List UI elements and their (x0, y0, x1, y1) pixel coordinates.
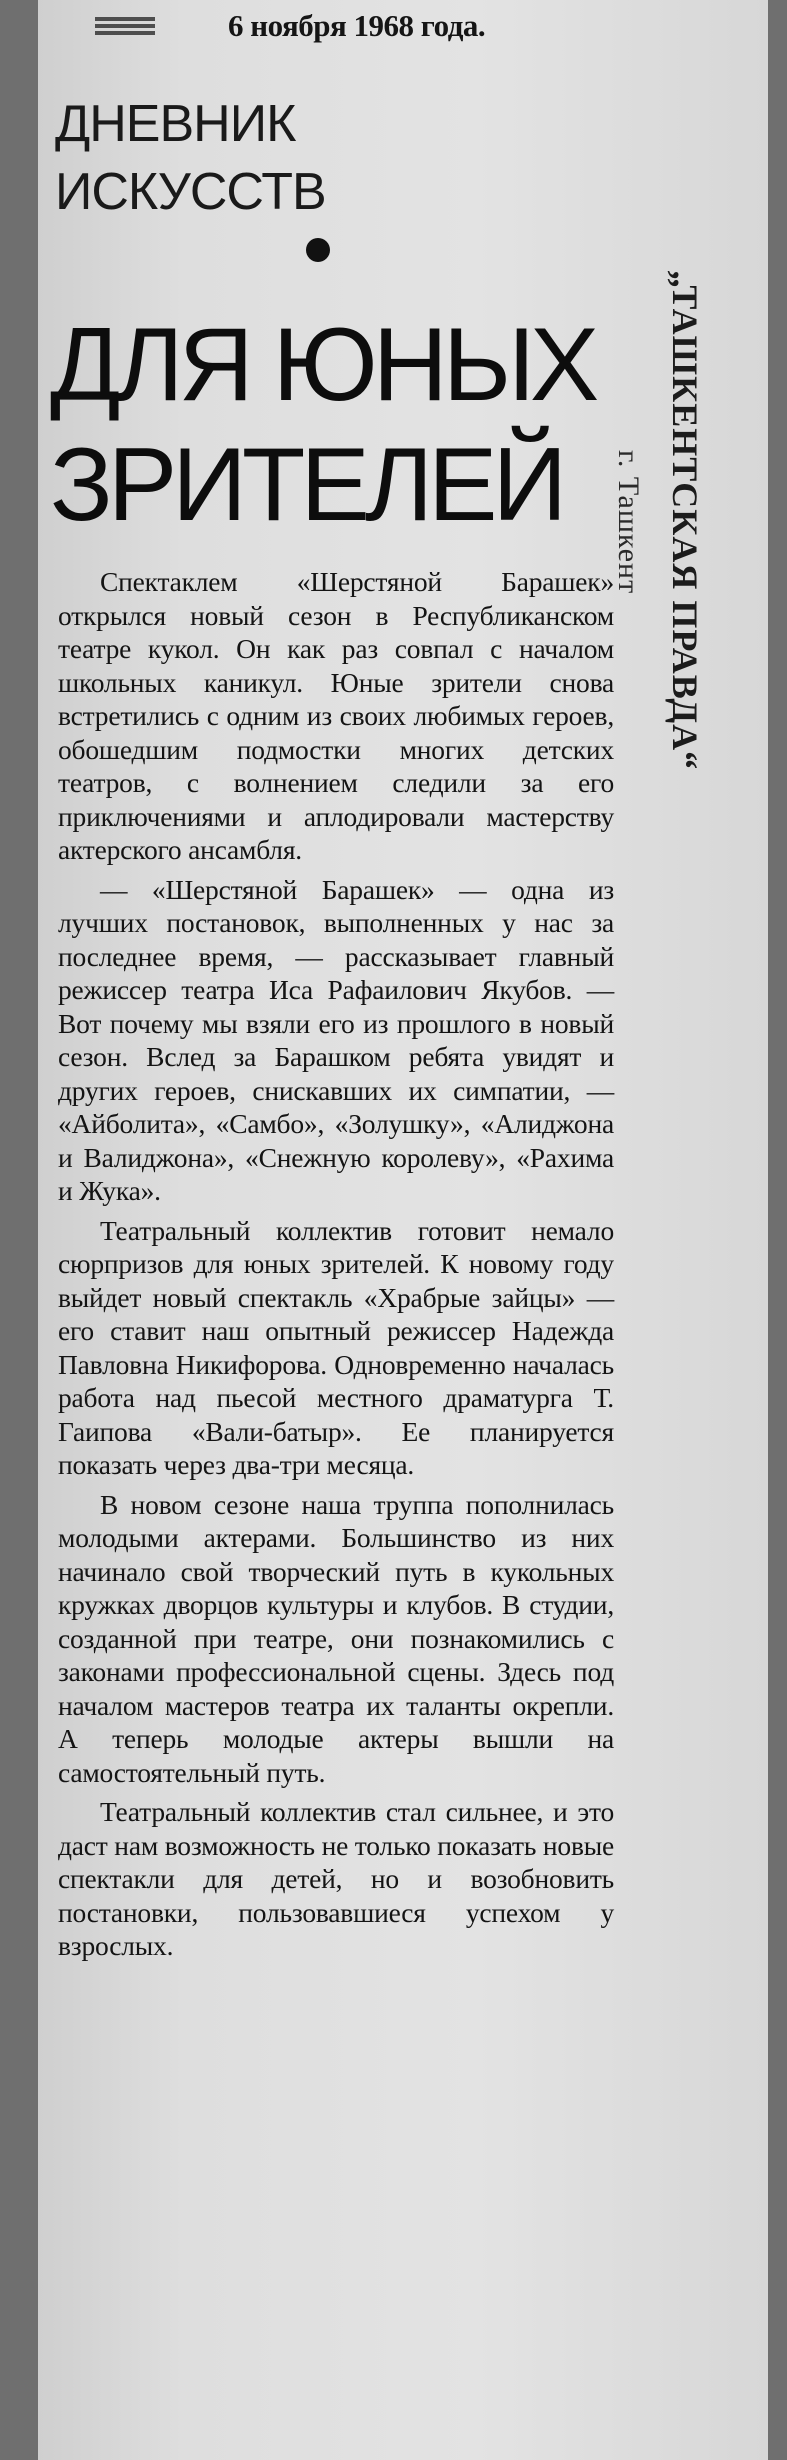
article-paragraph: В новом сезоне наша труппа пополнилась молодыми актерами. Большинство из них начинало свой творческий путь в кукольных кружках дворцов культуры и клубов. В студии, созданной при театре, они познакомились с законами профессиональной сцены. Здесь под началом мастеров театра их таланты окрепли. А теперь молодые актеры вышли на самостоятельный путь. (58, 1488, 614, 1788)
newspaper-name: „ТАШКЕНТСКАЯ ПРАВДА“ (665, 270, 705, 771)
article-paragraph: — «Шерстяной Барашек» — одна из лучших постановок, выполненных у нас за последнее время, — рассказывает главный режиссер театра Иса Рафаилович Якубов. — Вот почему мы взяли его из прошлого в новый сезон. Вслед за Барашком ребята увидят и других героев, снискавших их симпатии, — «Айболита», «Самбо», «Золушку», «Алиджона и Валиджона», «Снежную королеву», «Рахима и Жука». (58, 873, 614, 1206)
cropped-text-fragment (95, 17, 155, 37)
article-paragraph: Театральный коллектив стал сильнее, и это даст нам возможность не только показать новые спектакли для детей, но и возобновить постановки, пользовавшиеся успехом у взрослых. (58, 1796, 615, 1961)
article-paragraph: Спектаклем «Шерстяной Барашек» открылся новый сезон в Республиканском театре кукол. Он как раз совпал с началом школьных каникул. Юные зрители снова встретились с одним из своих любимых героев, обошедшим подмостки многих детских театров, с волнением следили за его приключениями и аплодировали мастерству актерского ансамбля. (58, 566, 614, 865)
rubric-line-1: ДНЕВНИК (55, 95, 296, 153)
newspaper-city: г. Ташкент (612, 450, 645, 595)
issue-date: 6 ноября 1968 года. (228, 8, 486, 43)
article-paragraph: Театральный коллектив готовит немало сюрпризов для юных зрителей. К новому году выйдет новый спектакль «Храбрые зайцы» — его ставит наш опытный режиссер Надежда Павловна Никифорова. Одновременно началась работа над пьесой местного драматурга Т. Гаипова «Вали-батыр». Ее планируется показать через два-три месяца. (58, 1214, 614, 1480)
headline-line-1: ДЛЯ ЮНЫХ (50, 307, 595, 423)
rubric-bullet-icon (306, 238, 330, 262)
article-headline (50, 305, 650, 545)
rubric-line-2: ИСКУССТВ (55, 163, 326, 221)
section-rubric (55, 90, 415, 226)
headline-line-2: ЗРИТЕЛЕЙ (50, 427, 563, 543)
article-body (58, 565, 614, 1969)
